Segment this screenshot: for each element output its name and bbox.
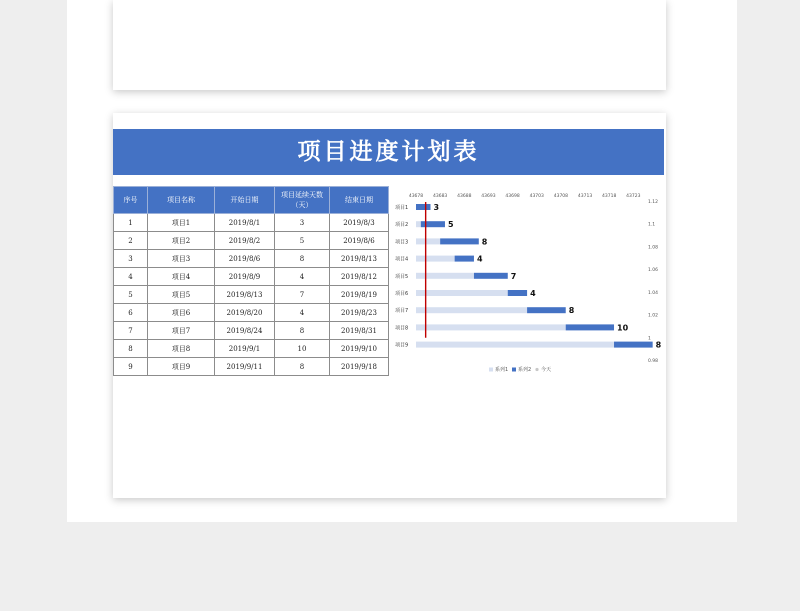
cell-end-date: 2019/8/19 (330, 286, 389, 304)
cell-end-date: 2019/8/6 (330, 232, 389, 250)
header-start-date: 开始日期 (215, 187, 275, 214)
data-label: 5 (447, 220, 454, 230)
category-label: 项目4 (395, 256, 409, 263)
series2-bar (614, 342, 653, 348)
x-tick-label: 43708 (553, 194, 569, 199)
cell-index: 4 (114, 268, 148, 286)
secondary-y-tick-label: 1.04 (648, 290, 659, 296)
cell-index: 6 (114, 304, 148, 322)
cell-project-name: 项目7 (148, 322, 215, 340)
table-row (114, 232, 389, 250)
cell-start-date: 2019/8/2 (215, 232, 275, 250)
cell-start-date: 2019/8/20 (215, 304, 275, 322)
cell-end-date: 2019/8/3 (330, 214, 389, 232)
secondary-y-tick-label: 1.12 (648, 200, 659, 205)
data-label: 4 (530, 289, 536, 298)
cell-project-name: 项目8 (148, 340, 215, 358)
category-label: 项目9 (395, 342, 409, 349)
cell-index: 8 (114, 340, 148, 358)
cell-end-date: 2019/9/10 (330, 340, 389, 358)
cell-duration: 8 (275, 358, 330, 376)
page-preview (113, 113, 666, 498)
category-label: 项目2 (395, 222, 409, 229)
cell-duration: 8 (275, 250, 330, 268)
category-label: 项目6 (395, 291, 409, 297)
x-tick-label: 43703 (529, 194, 544, 199)
category-label: 项目3 (395, 239, 409, 246)
cell-end-date: 2019/8/23 (330, 304, 389, 322)
series1-bar (416, 256, 455, 262)
secondary-y-tick-label: 1 (648, 336, 651, 342)
data-label: 8 (481, 237, 488, 247)
series2-bar (421, 221, 445, 227)
x-tick-label: 43693 (481, 194, 496, 199)
table-row (114, 250, 389, 268)
secondary-y-tick-label: 0.98 (648, 359, 659, 364)
data-label: 3 (433, 203, 440, 212)
legend-label: 系列2 (518, 367, 532, 373)
cell-end-date: 2019/8/13 (330, 250, 389, 268)
cell-duration: 10 (275, 340, 330, 358)
cell-project-name: 项目4 (148, 268, 215, 286)
category-label: 项目5 (395, 273, 409, 280)
series2-bar (440, 238, 479, 244)
data-label: 10 (617, 323, 629, 333)
cell-duration: 4 (275, 268, 330, 286)
legend-marker-today (535, 368, 538, 371)
cell-project-name: 项目3 (148, 250, 215, 268)
legend-marker (512, 368, 516, 372)
cell-index: 1 (114, 214, 148, 232)
legend-label: 今天 (541, 367, 552, 373)
gantt-chart (393, 186, 663, 381)
cell-index: 7 (114, 322, 148, 340)
header-duration: 项目延续天数（天） (275, 187, 330, 214)
cell-index: 2 (114, 232, 148, 250)
series1-bar (416, 324, 566, 330)
series1-bar (416, 238, 440, 244)
cell-start-date: 2019/9/11 (215, 358, 275, 376)
table-row (114, 322, 389, 340)
cell-index: 3 (114, 250, 148, 268)
series1-bar (416, 273, 474, 279)
category-label: 项目1 (395, 205, 409, 211)
series1-bar (416, 307, 527, 313)
secondary-y-tick-label: 1.1 (648, 222, 656, 228)
cell-end-date: 2019/9/18 (330, 358, 389, 376)
cell-duration: 8 (275, 322, 330, 340)
cell-index: 5 (114, 286, 148, 304)
category-label: 项目8 (395, 325, 409, 332)
cell-project-name: 项目1 (148, 214, 215, 232)
cell-project-name: 项目2 (148, 232, 215, 250)
cell-duration: 4 (275, 304, 330, 322)
previous-page-preview (113, 0, 666, 90)
table-row (114, 340, 389, 358)
table-row (114, 358, 389, 376)
data-label: 4 (476, 254, 483, 264)
table-header-row (114, 187, 389, 214)
secondary-y-tick-label: 1.08 (648, 245, 659, 251)
cell-index: 9 (114, 358, 148, 376)
table-row (114, 286, 389, 304)
header-project-name: 项目名称 (148, 187, 215, 214)
table-body (114, 214, 389, 376)
series2-bar (455, 256, 474, 262)
cell-duration: 3 (275, 214, 330, 232)
cell-end-date: 2019/8/12 (330, 268, 389, 286)
x-tick-label: 43718 (602, 194, 617, 199)
secondary-y-tick-label: 1.06 (648, 268, 659, 274)
page-title: 项目进度计划表 (113, 129, 664, 175)
cell-project-name: 项目9 (148, 358, 215, 376)
legend-label: 系列1 (495, 367, 509, 373)
table-row (114, 304, 389, 322)
table-row (114, 268, 389, 286)
series2-bar (508, 290, 527, 296)
schedule-table (113, 186, 389, 376)
cell-start-date: 2019/8/13 (215, 286, 275, 304)
x-tick-label: 43713 (577, 194, 593, 199)
cell-duration: 7 (275, 286, 330, 304)
cell-project-name: 项目5 (148, 286, 215, 304)
cell-start-date: 2019/9/1 (215, 340, 275, 358)
series2-bar (474, 273, 508, 279)
series1-bar (416, 290, 508, 296)
series1-bar (416, 342, 614, 348)
cell-project-name: 项目6 (148, 304, 215, 322)
category-label: 项目7 (395, 308, 409, 315)
x-tick-label: 43688 (457, 194, 472, 199)
cell-start-date: 2019/8/9 (215, 268, 275, 286)
cell-start-date: 2019/8/6 (215, 250, 275, 268)
x-tick-label: 43698 (505, 194, 520, 199)
data-label: 8 (655, 340, 662, 350)
x-tick-label: 43678 (408, 194, 424, 199)
data-label: 8 (568, 306, 575, 316)
series2-bar (416, 204, 430, 210)
cell-duration: 5 (275, 232, 330, 250)
secondary-y-tick-label: 1.02 (648, 313, 659, 319)
header-index: 序号 (114, 187, 148, 214)
series2-bar (527, 307, 566, 313)
series1-bar (416, 221, 421, 227)
header-end-date: 结束日期 (330, 187, 389, 214)
data-label: 7 (510, 271, 517, 281)
gantt-chart-svg (393, 186, 663, 381)
x-tick-label: 43723 (626, 194, 641, 199)
cell-start-date: 2019/8/1 (215, 214, 275, 232)
table-row (114, 214, 389, 232)
cell-start-date: 2019/8/24 (215, 322, 275, 340)
legend-marker (489, 368, 493, 372)
series2-bar (566, 324, 614, 330)
cell-end-date: 2019/8/31 (330, 322, 389, 340)
x-tick-label: 43683 (432, 194, 448, 199)
